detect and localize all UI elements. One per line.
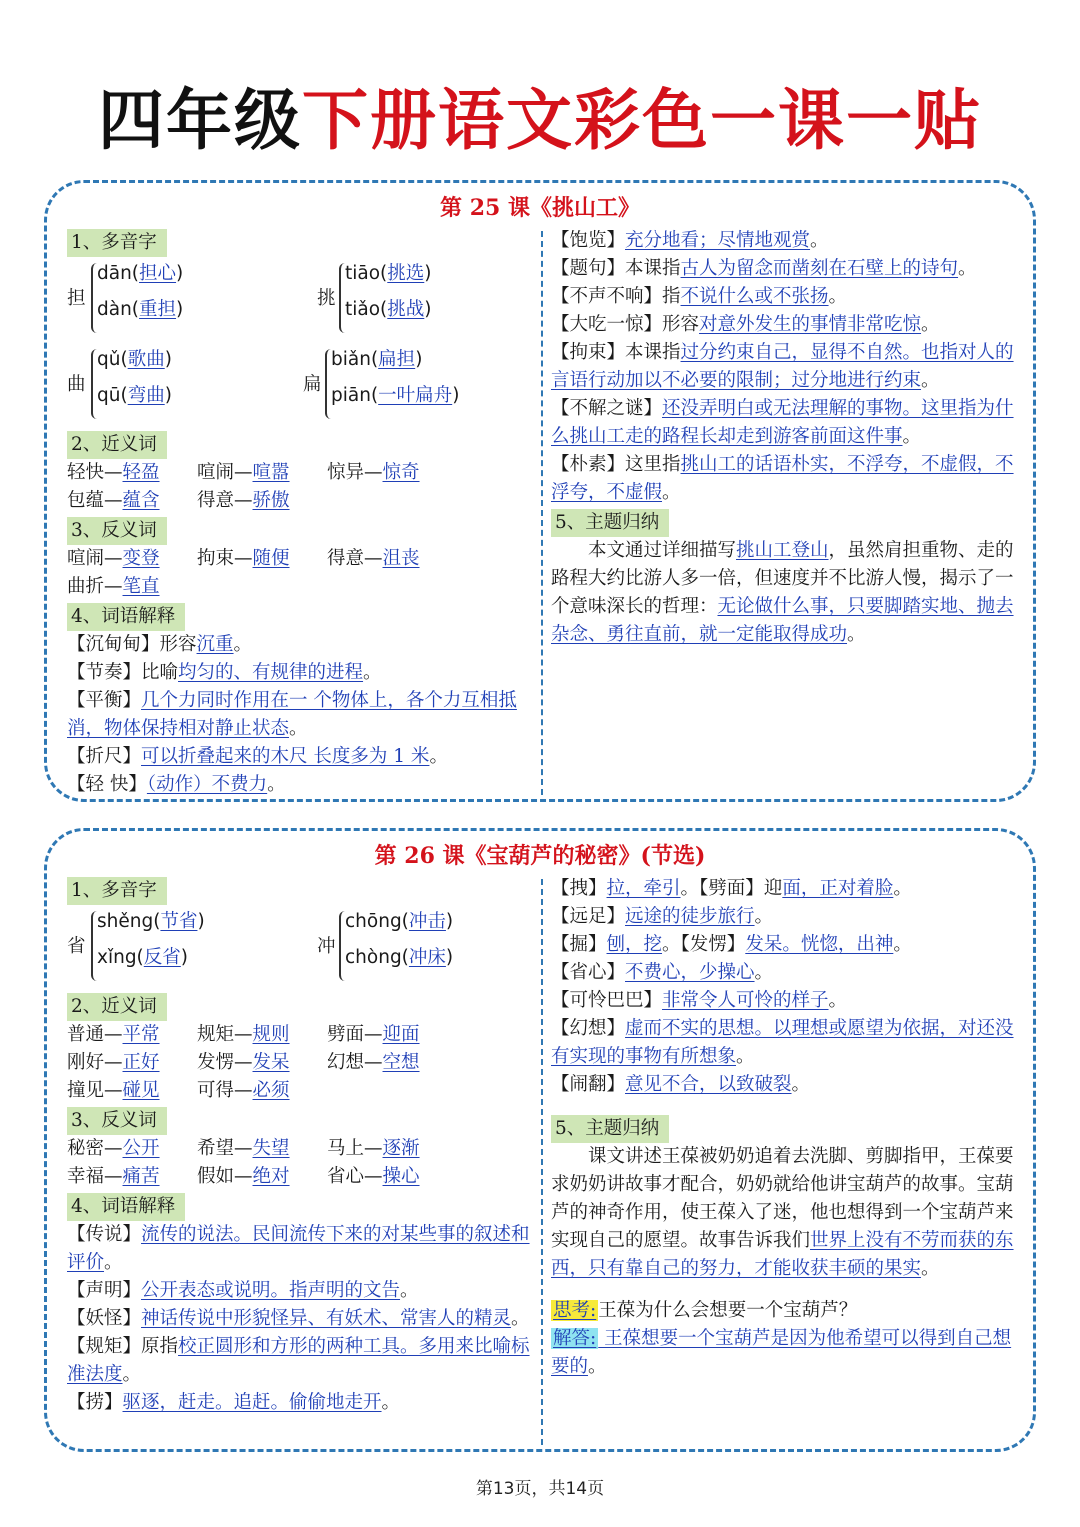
reading: dān(担心) — [97, 263, 184, 284]
antonym-row: 曲折—笔直 — [67, 576, 160, 597]
theme-paragraph: 课文讲述王葆被奶奶追着去洗脚、剪脚指甲，王葆要求奶奶讲故事才配合，奶奶就给他讲宝葫芦的故事。宝葫芦的神奇作用，使王葆入了迷，他也想得到一个宝葫芦来实现自己的愿望。故事告诉我们世界上没有不劳而获的东西，只有靠自己的努力，才能收获丰硕的果实。 — [551, 1146, 1014, 1279]
reading: chōng(冲击) — [345, 911, 454, 932]
definition: 【沉甸甸】形容沉重。 — [67, 634, 253, 655]
synonym-row: 普通—平常 规矩—规则 劈面—迎面 — [67, 1024, 420, 1045]
definition: 【幻想】虚而不实的思想。以理想或愿望为依据，对还没有实现的事物有所想象。 — [551, 1018, 1014, 1067]
reading: tiāo(挑选) — [345, 263, 432, 284]
section-antonyms: 3、反义词 — [67, 517, 167, 545]
section-polyphones: 1、多音字 — [67, 877, 167, 905]
synonym-row: 轻快—轻盈 喧闹—喧嚣 惊异—惊奇 — [67, 462, 420, 483]
definition: 【规矩】原指校正圆形和方形的两种工具。多用来比喻标准法度。 — [67, 1336, 530, 1385]
synonym-row: 包蕴—蕴含 得意—骄傲 — [67, 490, 290, 511]
section-antonyms: 3、反义词 — [67, 1107, 167, 1135]
title-part-3: 一课一贴 — [710, 82, 982, 159]
definition: 【饱览】充分地看；尽情地观赏。 — [551, 230, 829, 251]
lesson-25-right-column — [551, 227, 1017, 649]
reading: qǔ(歌曲) — [97, 349, 172, 370]
lesson-26-left-column — [67, 875, 533, 1417]
polyphone-char: 扁 — [303, 374, 322, 395]
polyphone-group — [67, 257, 533, 343]
column-divider — [541, 231, 543, 795]
definition: 【传说】流传的说法。民间流传下来的对某些事的叙述和评价。 — [67, 1224, 530, 1273]
section-theme: 5、主题归纳 — [551, 1115, 669, 1143]
column-divider — [541, 879, 543, 1445]
definition: 【捞】驱逐，赶走。追赶。偷偷地走开。 — [67, 1392, 401, 1413]
reading: shěng(节省) — [97, 911, 205, 932]
definition: 【远足】远途的徒步旅行。 — [551, 906, 774, 927]
definition: 【闹翻】意见不合，以致破裂。 — [551, 1074, 811, 1095]
definition: 【声明】公开表态或说明。指声明的文告。 — [67, 1280, 419, 1301]
synonym-row: 撞见—碰见 可得—必须 — [67, 1080, 290, 1101]
spacer — [551, 1283, 1017, 1297]
definition: 【题句】本课指古人为留念而凿刻在石壁上的诗句。 — [551, 258, 977, 279]
spacer — [551, 1099, 1017, 1113]
definition: 【节奏】比喻均匀的、有规律的进程。 — [67, 662, 382, 683]
section-definitions: 4、词语解释 — [67, 1193, 185, 1221]
definition: 【朴素】这里指挑山工的话语朴实，不浮夸，不虚假，不浮夸，不虚假。 — [551, 454, 1014, 503]
lesson-25-left-column — [67, 227, 533, 799]
definition: 【省心】不费心，少操心。 — [551, 962, 774, 983]
polyphone-char: 省 — [67, 936, 86, 957]
polyphone-group — [67, 343, 533, 429]
polyphone-char: 冲 — [317, 936, 336, 957]
definition: 【拘束】本课指过分约束自己，显得不自然。也指对人的言语行动加以不必要的限制；过分地进行约束。 — [551, 342, 1014, 391]
section-theme: 5、主题归纳 — [551, 509, 669, 537]
definition: 【拽】拉，牵引。【劈面】迎面，正对着脸。 — [551, 878, 912, 899]
polyphone-char: 担 — [67, 288, 86, 309]
theme-paragraph: 本文通过详细描写挑山工登山，虽然肩担重物、走的路程大约比游人多一倍，但速度并不比游人慢，揭示了一个意味深长的哲理：无论做什么事，只要脚踏实地、抛去杂念、勇往直前，就一定能取得成功。 — [551, 540, 1014, 645]
definition: 【可怜巴巴】非常令人可怜的样子。 — [551, 990, 848, 1011]
reading: chòng(冲床) — [345, 947, 454, 968]
page-footer: 第13页，共14页 — [475, 1479, 605, 1499]
answer-label: 解答: — [553, 1328, 597, 1349]
answer: 解答: 王葆想要一个宝葫芦是因为他希望可以得到自己想要的。 — [551, 1328, 1012, 1377]
definition: 【平衡】几个力同时作用在一 个物体上，各个力互相抵消，物体保持相对静止状态。 — [67, 690, 517, 739]
section-synonyms: 2、近义词 — [67, 431, 167, 459]
reading: biǎn(扁担) — [331, 349, 423, 370]
page-title — [0, 78, 1080, 164]
section-synonyms: 2、近义词 — [67, 993, 167, 1021]
definition: 【折尺】可以折叠起来的木尺 长度多为 1 米。 — [67, 746, 448, 767]
antonym-row: 秘密—公开 希望—失望 马上—逐渐 — [67, 1138, 420, 1159]
synonym-row: 刚好—正好 发愣—发呆 幻想—空想 — [67, 1052, 420, 1073]
lesson-26-card — [44, 828, 1036, 1452]
lesson-25-card — [44, 180, 1036, 802]
reading: piān(一叶扁舟) — [331, 385, 460, 406]
reading: tiǎo(挑战) — [345, 299, 432, 320]
reading: qū(弯曲) — [97, 385, 172, 406]
antonym-row: 喧闹—变登 拘束—随便 得意—沮丧 — [67, 548, 420, 569]
lesson-26-title: 第 26 课《宝葫芦的秘密》(节选) — [374, 843, 706, 869]
reading: dàn(重担) — [97, 299, 184, 320]
lesson-25-title: 第 25 课《挑山工》 — [440, 195, 640, 221]
definition: 【妖怪】神话传说中形貌怪异、有妖术、常害人的精灵。 — [67, 1308, 530, 1329]
section-definitions: 4、词语解释 — [67, 603, 185, 631]
antonym-row: 幸福—痛苦 假如—绝对 省心—操心 — [67, 1166, 420, 1187]
polyphone-char: 曲 — [67, 374, 86, 395]
title-part-2: 下册语文彩色 — [302, 82, 710, 159]
think-label: 思考: — [553, 1300, 597, 1321]
definition: 【掘】刨，挖。【发愣】发呆。恍惚，出神。 — [551, 934, 912, 955]
definition: 【大吃一惊】形容对意外发生的事情非常吃惊。 — [551, 314, 940, 335]
reading: xǐng(反省) — [97, 947, 189, 968]
title-part-1: 四年级 — [98, 82, 302, 159]
definition: 【轻 快】（动作）不费力。 — [67, 774, 286, 795]
definition: 【不解之谜】还没弄明白或无法理解的事物。这里指为什么挑山工走的路程长却走到游客前面这件事。 — [551, 398, 1014, 447]
definition: 【不声不响】指不说什么或不张扬。 — [551, 286, 848, 307]
lesson-26-right-column — [551, 875, 1017, 1381]
think-question: 思考: 王葆为什么会想要一个宝葫芦？ — [553, 1300, 858, 1321]
section-polyphones: 1、多音字 — [67, 229, 167, 257]
polyphone-char: 挑 — [317, 288, 336, 309]
polyphone-group — [67, 905, 533, 991]
